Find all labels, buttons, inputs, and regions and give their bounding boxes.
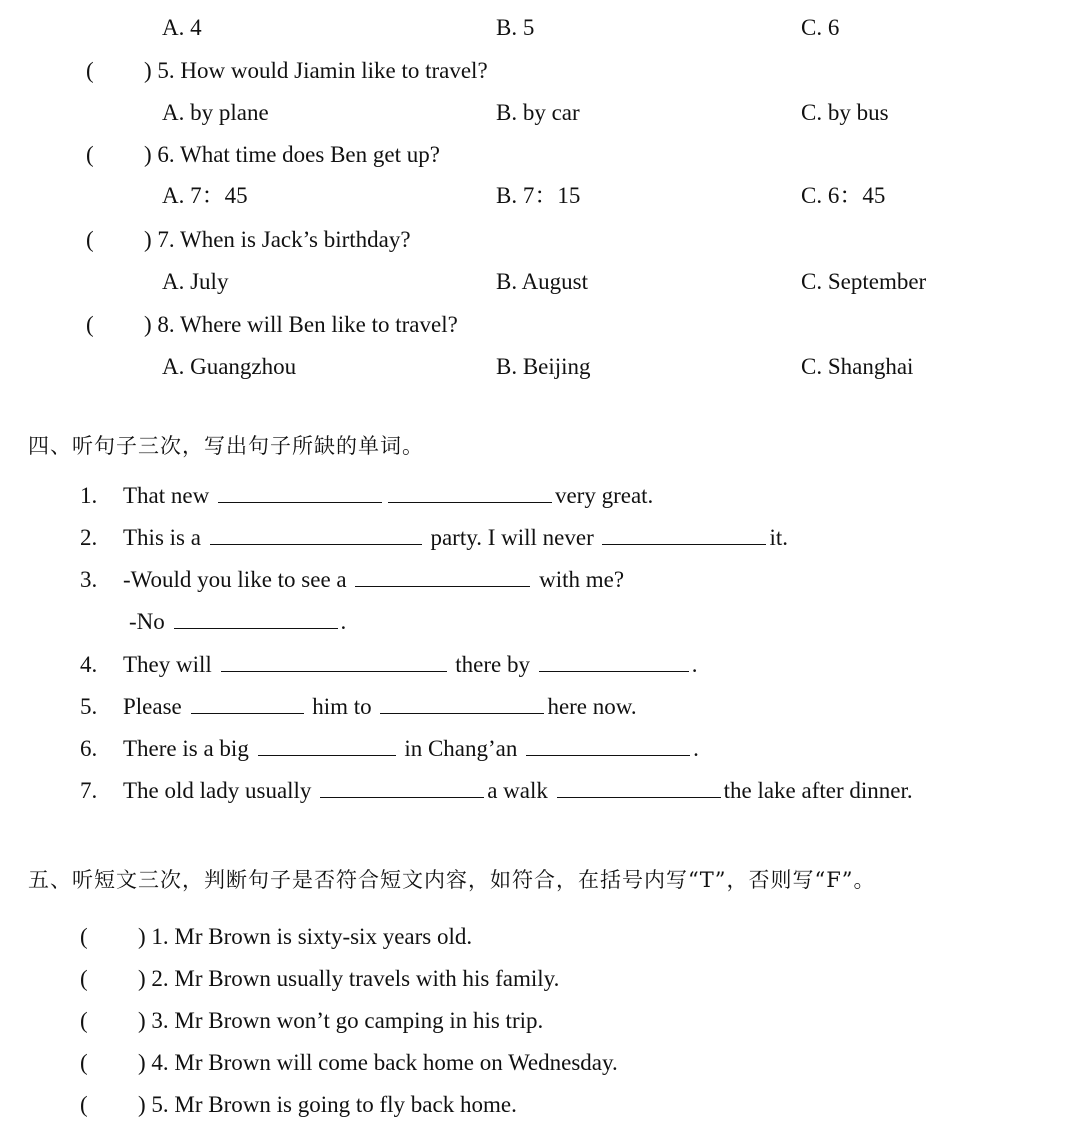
option-c: C. 6 [801,15,840,40]
option-b: B. 7：15 [496,183,581,208]
sentence-end: . [693,736,699,761]
fill-item-3-reply [129,608,346,633]
sentence-part: in Chang’an [404,736,518,761]
sentence-part: here now. [547,694,637,719]
option-c: C. Shanghai [801,354,914,379]
question-text: ) 7. When is Jack’s birthday? [144,227,411,252]
option-a: A. 4 [162,15,202,40]
answer-paren: ( [86,312,94,337]
fill-item-1 [80,482,653,507]
answer-blank[interactable] [602,524,766,545]
answer-paren: ( [86,227,94,252]
item-number: 4. [80,652,98,677]
sentence-part: -No [129,609,165,634]
sentence-end: . [340,609,347,634]
answer-paren: ( [80,1008,88,1033]
fill-item-3 [80,566,624,591]
option-a: A. Guangzhou [162,354,297,379]
sentence-part: The old lady usually [123,778,312,803]
option-a: A. by plane [162,100,269,125]
answer-paren: ( [80,966,88,991]
sentence-part: This is a [123,525,201,550]
answer-blank[interactable] [210,524,422,545]
question-text: ) 6. What time does Ben get up? [144,142,440,167]
sentence-part: the lake after dinner. [723,778,913,803]
fill-item-4 [80,651,698,676]
option-a: A. 7：45 [162,183,248,208]
answer-paren: ( [86,142,94,167]
fill-item-2 [80,524,788,549]
question-text: ) 5. How would Jiamin like to travel? [144,58,488,83]
statement-text: ) 2. Mr Brown usually travels with his family. [138,966,560,991]
option-c: C. September [801,269,927,294]
answer-paren: ( [80,1092,88,1117]
answer-blank[interactable] [557,777,721,798]
answer-blank[interactable] [221,651,447,672]
answer-blank[interactable] [380,693,544,714]
answer-paren: ( [80,1050,88,1075]
sentence-part: very great. [554,483,654,508]
option-c: C. 6：45 [801,183,886,208]
option-b: B. August [496,269,589,294]
item-number: 1. [80,483,98,508]
section-five-heading: 五、听短文三次，判断句子是否符合短文内容，如符合，在括号内写“T”，否则写“F”。 [28,868,876,892]
item-number: 6. [80,736,98,761]
option-b: B. by car [496,100,580,125]
sentence-part: Please [123,694,182,719]
answer-blank[interactable] [191,693,304,714]
answer-blank[interactable] [174,608,338,629]
sentence-end: . [691,652,698,677]
sentence-part: party. I will never [430,525,594,550]
statement-text: ) 1. Mr Brown is sixty-six years old. [138,924,473,949]
fill-item-5 [80,693,637,718]
answer-blank[interactable] [526,735,690,756]
answer-blank[interactable] [388,482,552,503]
sentence-part: a walk [487,778,548,803]
answer-paren: ( [80,924,88,949]
question-text: ) 8. Where will Ben like to travel? [144,312,458,337]
statement-text: ) 3. Mr Brown won’t go camping in his trip. [138,1008,544,1033]
answer-blank[interactable] [355,566,530,587]
option-a: A. July [162,269,229,294]
answer-paren: ( [86,58,94,83]
item-number: 5. [80,694,98,719]
sentence-part: with me? [539,567,625,592]
sentence-part: -Would you like to see a [123,567,347,592]
sentence-part: him to [312,694,372,719]
item-number: 7. [80,778,98,803]
fill-item-7 [80,777,913,802]
sentence-part: They will [123,652,212,677]
sentence-part: There is a big [123,736,249,761]
item-number: 2. [80,525,98,550]
answer-blank[interactable] [218,482,382,503]
fill-item-6 [80,735,699,760]
answer-blank[interactable] [320,777,484,798]
option-b: B. 5 [496,15,535,40]
item-number: 3. [80,567,98,592]
sentence-part: it. [769,525,789,550]
answer-blank[interactable] [258,735,396,756]
option-b: B. Beijing [496,354,591,379]
answer-blank[interactable] [539,651,689,672]
section-four-heading: 四、听句子三次，写出句子所缺的单词。 [28,434,424,458]
sentence-part: there by [455,652,531,677]
option-c: C. by bus [801,100,889,125]
statement-text: ) 5. Mr Brown is going to fly back home. [138,1092,517,1117]
sentence-part: That new [123,483,210,508]
statement-text: ) 4. Mr Brown will come back home on Wednesday. [138,1050,618,1075]
